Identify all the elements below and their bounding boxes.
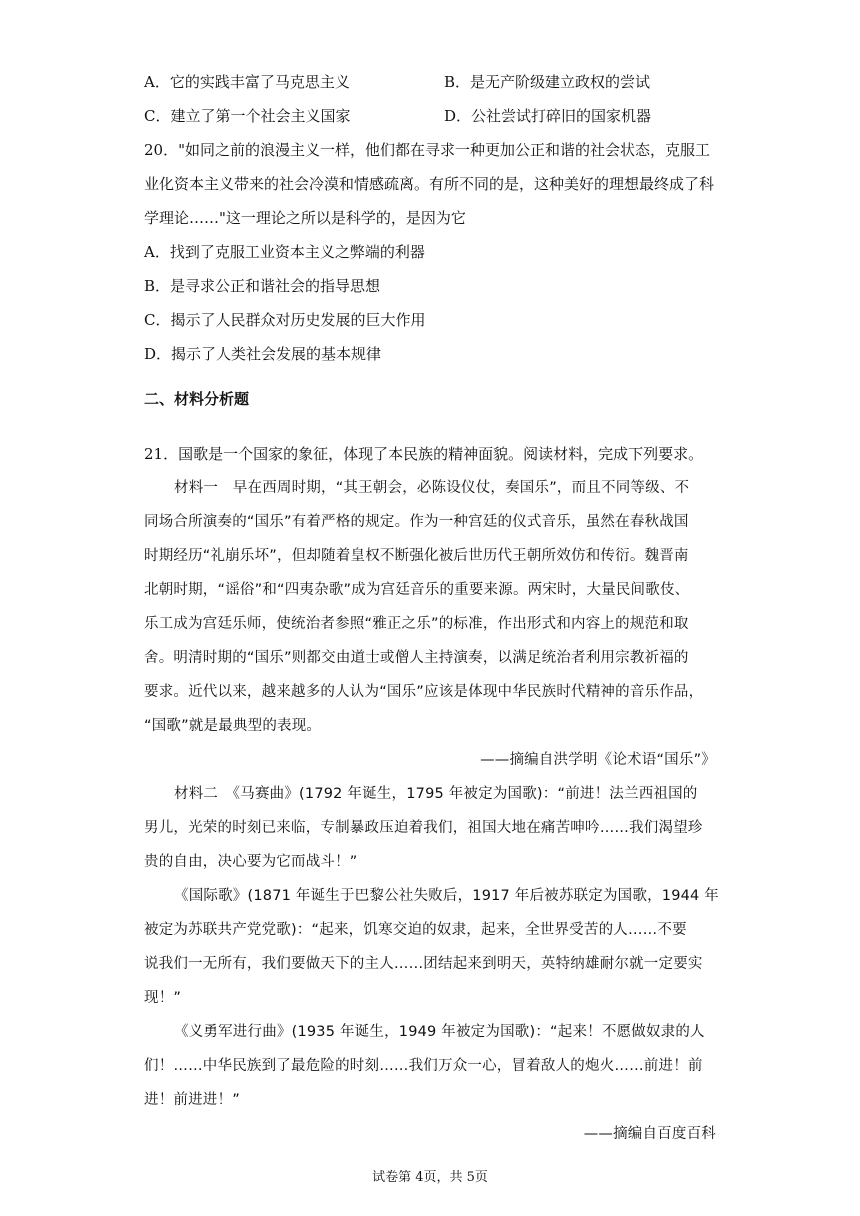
q20-option-c: C．揭示了人民群众对历史发展的巨大作用 (144, 311, 426, 329)
material1-line-4: 北朝时期，“谣俗”和“四夷杂歌”成为宫廷音乐的重要来源。两宋时，大量民间歌伎、 (144, 582, 690, 598)
material1-line-5: 乐工成为宫廷乐师，使统治者参照“雅正之乐”的标准，作出形式和内容上的规范和取 (144, 616, 689, 632)
material2-p1-line-1: 材料二 《马赛曲》(1792 年诞生，1795 年被定为国歌)：“前进！法兰西祖国的 (174, 786, 698, 802)
material1-line-7: 要求。近代以来，越来越多的人认为“国乐”应该是体现中华民族时代精神的音乐作品， (144, 684, 704, 700)
material1-line-8: “国歌”就是最典型的表现。 (144, 718, 322, 734)
material2-p3-line-1: 《义勇军进行曲》(1935 年诞生，1949 年被定为国歌)：“起来！不愿做奴隶的人 (174, 1024, 705, 1040)
section-title: 二、材料分析题 (144, 390, 250, 408)
q20-stem-line-2: 业化资本主义带来的社会冷漠和情感疏离。有所不同的是，这种美好的理想最终成了科 (144, 175, 715, 193)
q19-option-d: D．公社尝试打碎旧的国家机器 (444, 107, 652, 125)
page-footer: 试卷第 4页，共 5页 (372, 1170, 488, 1185)
material2-p2-line-1: 《国际歌》(1871 年诞生于巴黎公社失败后，1917 年后被苏联定为国歌，1944 年 (174, 888, 719, 904)
q19-option-a: A．它的实践丰富了马克思主义 (144, 73, 350, 91)
material1-source: ——摘编自洪学明《论术语“国乐”》 (480, 752, 716, 768)
material2-p2-line-3: 说我们一无所有，我们要做天下的主人……团结起来到明天，英特纳雄耐尔就一定要实 (144, 956, 703, 972)
material2-p1-line-2: 男儿，光荣的时刻已来临，专制暴政压迫着我们，祖国大地在痛苦呻吟……我们渴望珍 (144, 820, 703, 836)
q20-option-b: B．是寻求公正和谐社会的指导思想 (144, 277, 381, 295)
material2-p2-line-4: 现！” (144, 990, 182, 1006)
material2-p1-line-3: 贵的自由，决心要为它而战斗！” (144, 854, 358, 870)
q19-option-b: B．是无产阶级建立政权的尝试 (444, 73, 651, 91)
material2-p2-line-2: 被定为苏联共产党党歌)：“起来，饥寒交迫的奴隶，起来，全世界受苦的人……不要 (144, 922, 687, 938)
material1-line-1: 材料一 早在西周时期，“其王朝会，必陈设仪仗，奏国乐”，而且不同等级、不 (174, 480, 690, 496)
q20-option-d: D．揭示了人类社会发展的基本规律 (144, 345, 382, 363)
material1-line-6: 舍。明清时期的“国乐”则都交由道士或僧人主持演奏，以满足统治者利用宗教祈福的 (144, 650, 689, 666)
q19-option-c: C．建立了第一个社会主义国家 (144, 107, 351, 125)
q20-option-a: A．找到了克服工业资本主义之弊端的利器 (144, 243, 425, 261)
q20-stem-line-3: 学理论……"这一理论之所以是科学的，是因为它 (144, 209, 466, 227)
material2-p3-line-2: 们！……中华民族到了最危险的时刻……我们万众一心，冒着敌人的炮火……前进！前 (144, 1058, 703, 1074)
q20-stem-line-1: 20．"如同之前的浪漫主义一样，他们都在寻求一种更加公正和谐的社会状态，克服工 (144, 141, 710, 159)
material1-line-2: 同场合所演奏的“国乐”有着严格的规定。作为一种宫廷的仪式音乐，虽然在春秋战国 (144, 514, 689, 530)
material1-line-3: 时期经历“礼崩乐坏”，但却随着皇权不断强化被后世历代王朝所效仿和传衍。魏晋南 (144, 548, 689, 564)
material2-p3-line-3: 进！前进进！” (144, 1092, 240, 1108)
q21-intro: 21．国歌是一个国家的象征，体现了本民族的精神面貌。阅读材料，完成下列要求。 (144, 445, 704, 463)
material2-source: ——摘编自百度百科 (583, 1126, 716, 1142)
